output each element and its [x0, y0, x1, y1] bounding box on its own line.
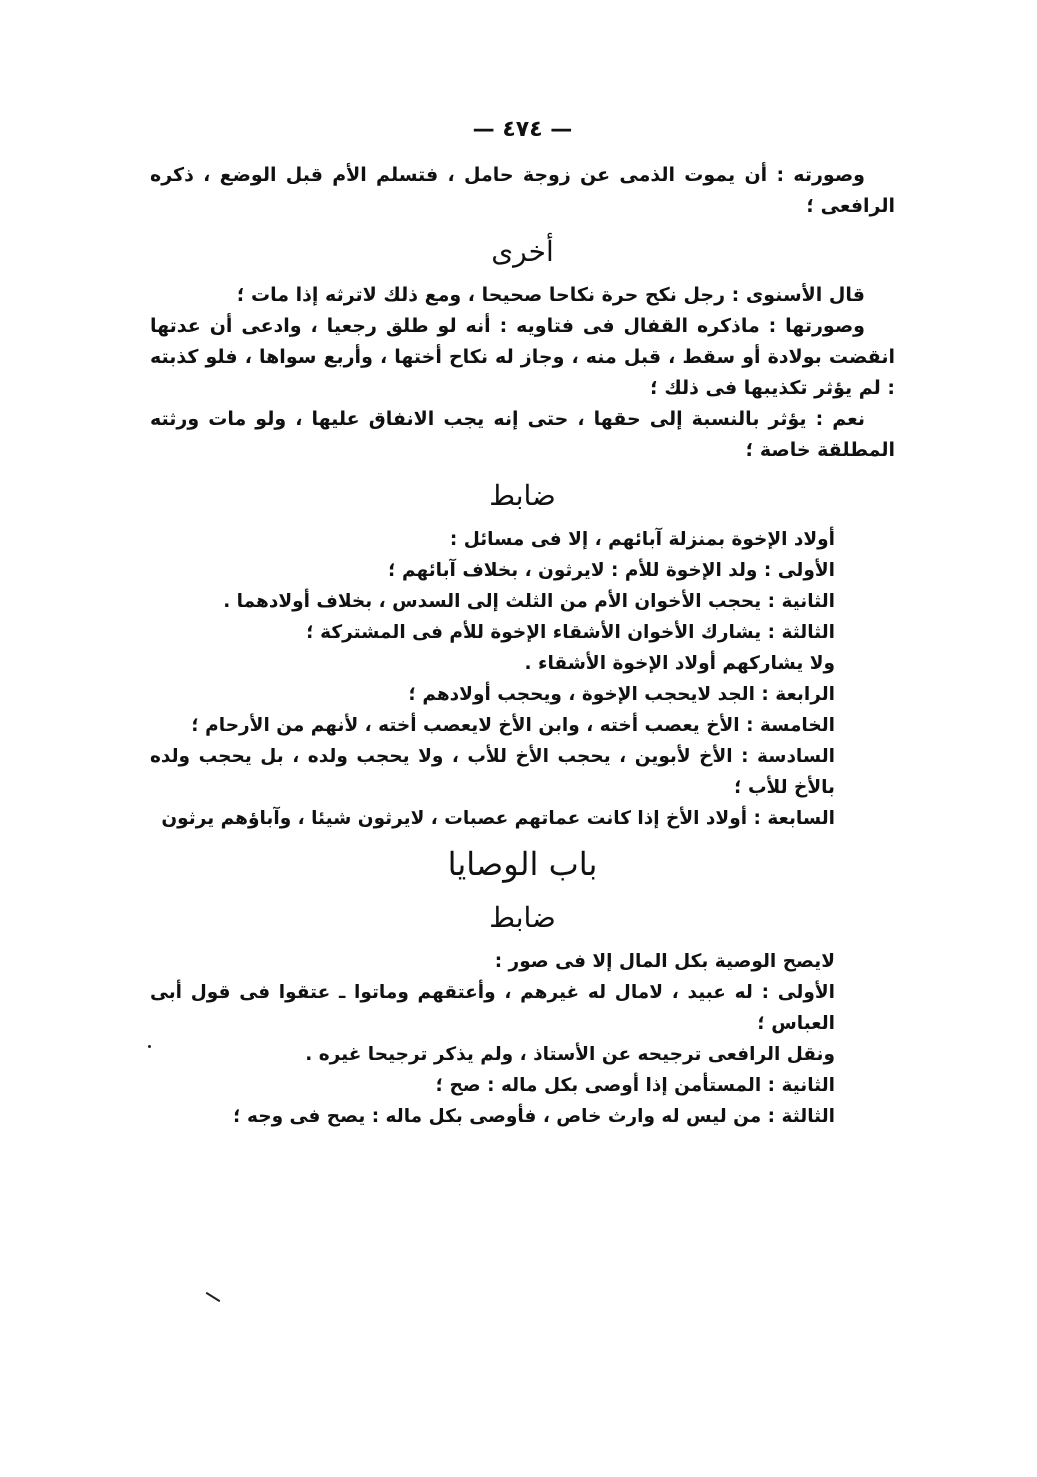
- section-heading-dabit: ضابط: [489, 479, 556, 512]
- rules-list-2: [150, 946, 895, 1132]
- list-item: الثانية : المستأمن إذا أوصى بكل ماله : صح ؛: [435, 1075, 835, 1096]
- list-intro: أولاد الإخوة بمنزلة آبائهم ، إلا فى مسائل :: [449, 529, 835, 550]
- list-item: ونقل الرافعى ترجيحه عن الأستاذ ، ولم يذكر ترجيحا غيره .: [305, 1044, 835, 1065]
- paragraph: قال الأسنوى : رجل نكح حرة نكاحا صحيحا ، ومع ذلك لاترثه إذا مات ؛: [236, 284, 865, 306]
- list-item: الخامسة : الأخ يعصب أخته ، وابن الأخ لايعصب أخته ، لأنهم من الأرحام ؛: [191, 715, 835, 736]
- paragraph: وصورته : أن يموت الذمى عن زوجة حامل ، فتسلم الأم قبل الوضع ، ذكره الرافعى ؛: [150, 164, 895, 217]
- list-item: الثانية : يحجب الأخوان الأم من الثلث إلى السدس ، بخلاف أولادهما .: [223, 591, 835, 612]
- scan-speck: [148, 1045, 151, 1048]
- document-page: [150, 110, 895, 1340]
- list-item: السابعة : أولاد الأخ إذا كانت عماتهم عصبات ، لايرثون شيئا ، وآباؤهم يرثون: [161, 808, 835, 829]
- list-item: الأولى : ولد الإخوة للأم : لايرثون ، بخلاف آبائهم ؛: [388, 560, 835, 581]
- list-item: الرابعة : الجد لايحجب الإخوة ، ويحجب أولادهم ؛: [408, 684, 835, 705]
- list-intro: لايصح الوصية بكل المال إلا فى صور :: [494, 951, 835, 972]
- list-item: الأولى : له عبيد ، لامال له غيرهم ، وأعتقهم وماتوا ـ عتقوا فى قول أبى العباس ؛: [150, 982, 835, 1034]
- list-item: الثالثة : من ليس له وارث خاص ، فأوصى بكل ماله : يصح فى وجه ؛: [233, 1106, 835, 1127]
- chapter-heading-wasaya: باب الوصايا: [447, 845, 598, 883]
- section-heading-dabit-2: ضابط: [489, 901, 556, 934]
- list-item: السادسة : الأخ لأبوين ، يحجب الأخ للأب ، ولا يحجب ولده ، بل يحجب ولده بالأخ للأب ؛: [150, 746, 835, 798]
- paragraph: نعم : يؤثر بالنسبة إلى حقها ، حتى إنه يجب الانفاق عليها ، ولو مات ورثته المطلقة خاصة ؛: [150, 408, 895, 461]
- page-number: — ٤٧٤ —: [472, 117, 573, 142]
- list-item: ولا يشاركهم أولاد الإخوة الأشقاء .: [524, 653, 835, 674]
- rules-list: [150, 524, 895, 834]
- list-item: الثالثة : يشارك الأخوان الأشقاء الإخوة للأم فى المشتركة ؛: [306, 622, 835, 643]
- section-heading-ukhra: أخرى: [491, 235, 554, 268]
- paragraph: وصورتها : ماذكره القفال فى فتاويه : أنه لو طلق رجعيا ، وادعى أن عدتها انقضت بولادة أو سقط ، قبل منه ، وجاز له نكاح أختها ، وأربع سواها ، فلو كذبته : لم يؤثر تكذيبها فى ذلك ؛: [150, 315, 895, 399]
